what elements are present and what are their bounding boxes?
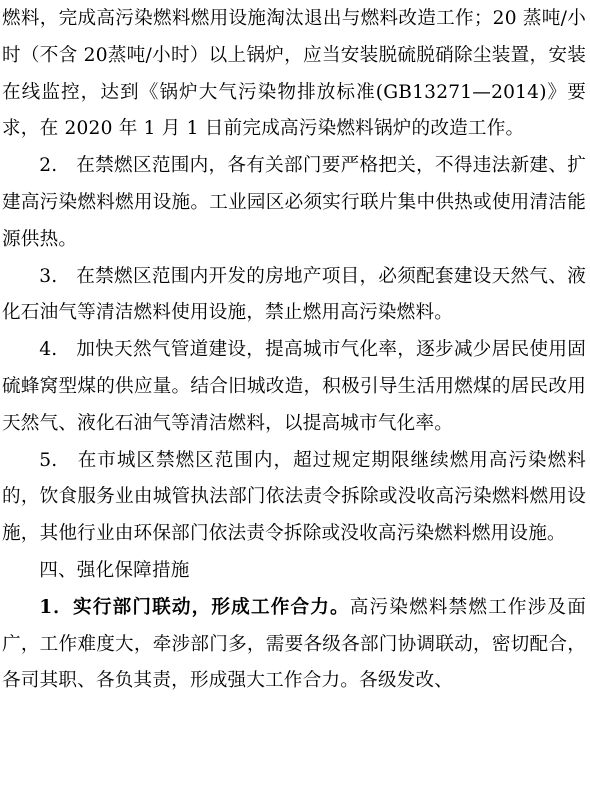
measure-1-body: 高污染燃料禁燃工作涉及面广，工作难度大，牵涉部门多，需要各级各部门协调联动，密切配合，各司其职、各负其责，形成强大工作合力。各级发改、 (2, 596, 586, 692)
paragraph-measure-1 (0, 590, 590, 700)
paragraph-item-4: 4. 加快天然气管道建设，提高城市气化率，逐步减少居民使用固硫蜂窝型煤的供应量。结合旧城改造，积极引导生活用燃煤的居民改用天然气、液化石油气等清洁燃料，以提高城市气化率。 (2, 339, 586, 434)
paragraph-item-5: 5. 在市城区禁燃区范围内，超过规定期限继续燃用高污染燃料的，饮食服务业由城管执法部门依法责令拆除或没收高污染燃料燃用设施，其他行业由环保部门依法责令拆除或没收高污染燃料燃用设施。 (2, 449, 586, 545)
paragraph-item-3: 3. 在禁燃区范围内开发的房地产项目，必须配套建设天然气、液化石油气等清洁燃料使用设施，禁止燃用高污染燃料。 (2, 265, 586, 324)
paragraph-continued: 燃料，完成高污染燃料燃用设施淘汰退出与燃料改造工作；20 蒸吨/小时（不含 20蒸吨/小时）以上锅炉，应当安装脱硫脱硝除尘装置，安装在线监控，达到《锅炉大气污染物排放标准(GB13271—2014)》要求，在 2020 年 1 月 1 日前完成高污染燃料锅炉的改造工作。 (2, 8, 586, 140)
paragraph-item-2: 2. 在禁燃区范围内，各有关部门要严格把关，不得违法新建、扩建高污染燃料燃用设施。工业园区必须实行联片集中供热或使用清洁能源供热。 (2, 155, 586, 250)
measure-1-heading: 1．实行部门联动，形成工作合力。 (39, 596, 350, 618)
section-heading-4: 四、强化保障措施 (39, 559, 190, 581)
